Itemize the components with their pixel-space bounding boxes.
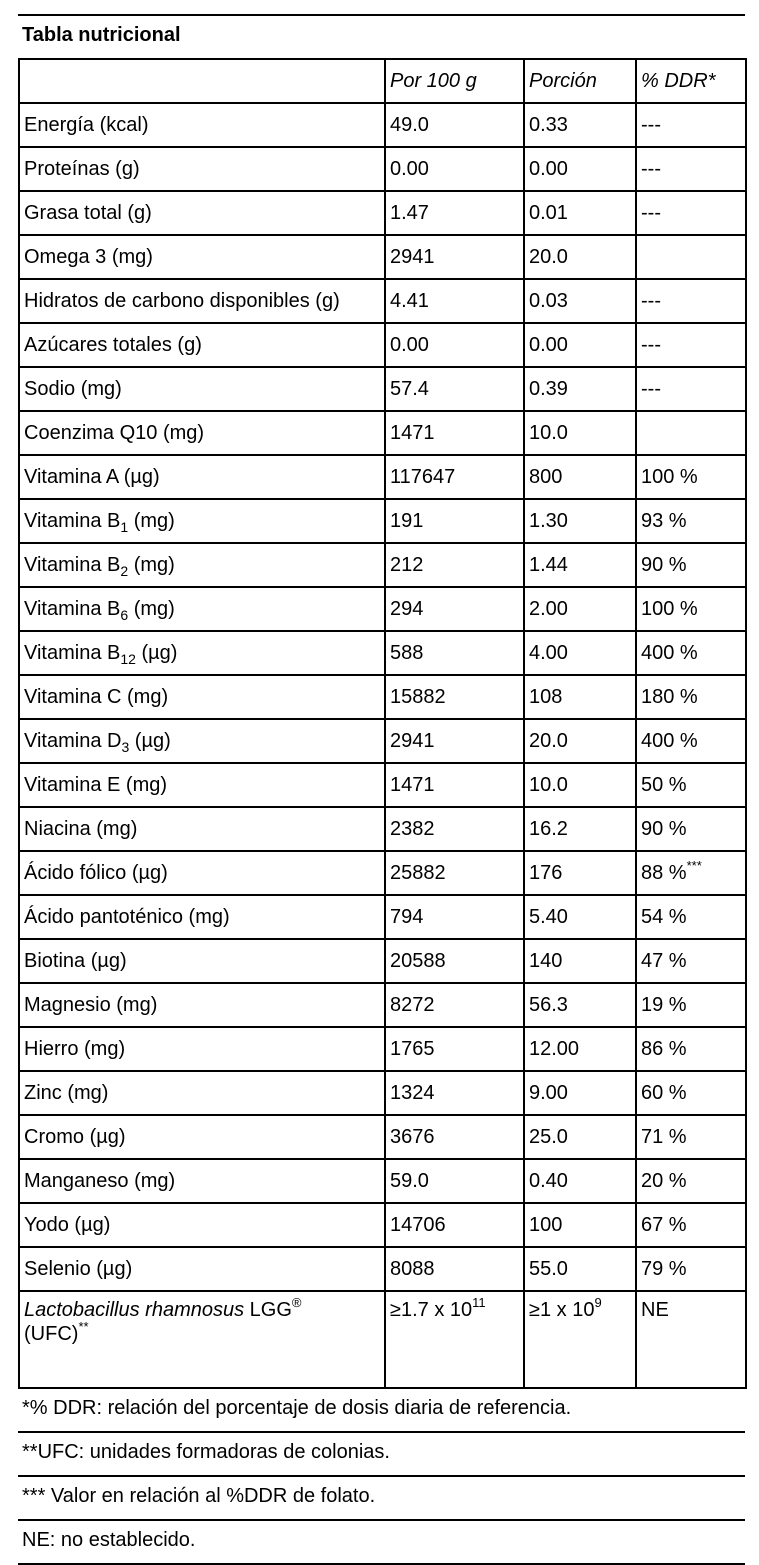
ddr-text: 86 %: [641, 1037, 687, 1060]
header-per-100g: Por 100 g: [385, 59, 524, 103]
value-ddr: [636, 103, 746, 147]
value-per-100g: 294: [385, 587, 524, 631]
value-ddr: [636, 631, 746, 675]
header-ddr: % DDR*: [636, 59, 746, 103]
nutrient-subscript: 6: [120, 606, 129, 623]
nutrient-name: [19, 1159, 385, 1203]
value-portion: 140: [524, 939, 636, 983]
nutrient-label: Zinc (mg): [24, 1081, 109, 1104]
table-row: [19, 499, 746, 543]
value-per-100g: [385, 1291, 524, 1388]
nutrient-name: [19, 631, 385, 675]
nutrient-label: Ácido fólico (µg): [24, 861, 168, 884]
nutrient-name: [19, 719, 385, 763]
value-ddr: [636, 895, 746, 939]
nutrient-label: Sodio (mg): [24, 377, 122, 400]
nutrient-name: [19, 675, 385, 719]
nutrient-label: Vitamina C (mg): [24, 685, 169, 708]
table-row: [19, 147, 746, 191]
registered-mark: ®: [291, 1295, 302, 1310]
probiotic-species: Lactobacillus rhamnosus: [24, 1299, 245, 1321]
value-portion: 4.00: [524, 631, 636, 675]
table-row: [19, 763, 746, 807]
nutrient-name: [19, 1291, 385, 1388]
value-ddr: [636, 235, 746, 279]
table-row: [19, 675, 746, 719]
value-ddr: [636, 763, 746, 807]
ddr-text: 50 %: [641, 773, 687, 796]
nutrient-label: Energía (kcal): [24, 113, 149, 136]
ddr-text: 79 %: [641, 1257, 687, 1280]
probiotic-strain: LGG: [244, 1299, 292, 1321]
ddr-text: 54 %: [641, 905, 687, 928]
nutrient-name: [19, 851, 385, 895]
table-row: [19, 191, 746, 235]
value-ddr: [636, 851, 746, 895]
footnote: NE: no establecido.: [18, 1521, 745, 1565]
nutrient-unit: (mg): [128, 553, 175, 576]
value-ddr: [636, 191, 746, 235]
value-portion: 20.0: [524, 235, 636, 279]
table-row: [19, 1115, 746, 1159]
value-per-100g: 588: [385, 631, 524, 675]
value-portion: 800: [524, 455, 636, 499]
ddr-text: ---: [641, 289, 661, 312]
value-portion: 0.01: [524, 191, 636, 235]
value-ddr: [636, 587, 746, 631]
table-row: [19, 543, 746, 587]
nutrient-subscript: 3: [121, 738, 130, 755]
value-per-100g: 2382: [385, 807, 524, 851]
ddr-text: ---: [641, 157, 661, 180]
table-row: [19, 719, 746, 763]
table-row: [19, 235, 746, 279]
value-per-100g: 117647: [385, 455, 524, 499]
value-ddr: [636, 367, 746, 411]
value-ddr: [636, 719, 746, 763]
table-row: [19, 939, 746, 983]
value-per-100g: 4.41: [385, 279, 524, 323]
value-per-100g: 8272: [385, 983, 524, 1027]
value-portion: 5.40: [524, 895, 636, 939]
footnote: **UFC: unidades formadoras de colonias.: [18, 1433, 745, 1477]
value-ddr: [636, 455, 746, 499]
ddr-text: 90 %: [641, 817, 687, 840]
value-ddr: [636, 147, 746, 191]
value-ddr: [636, 807, 746, 851]
nutrient-unit: (µg): [129, 729, 171, 752]
table-row: [19, 631, 746, 675]
nutrient-label: Proteínas (g): [24, 157, 140, 180]
value-portion: 16.2: [524, 807, 636, 851]
nutrient-label: Hierro (mg): [24, 1037, 126, 1060]
value-per-100g: 794: [385, 895, 524, 939]
footnote: *** Valor en relación al %DDR de folato.: [18, 1477, 745, 1521]
nutrient-name: [19, 455, 385, 499]
table-header-row: [19, 59, 746, 103]
unit-footnote-mark: **: [78, 1319, 89, 1334]
nutrient-name: [19, 939, 385, 983]
nutrient-label: Cromo (µg): [24, 1125, 126, 1148]
ddr-text: ---: [641, 113, 661, 136]
ddr-text: ---: [641, 377, 661, 400]
value-portion: 0.39: [524, 367, 636, 411]
ddr-text: 71 %: [641, 1125, 687, 1148]
value-exponent: 11: [472, 1295, 486, 1310]
value-per-100g: 191: [385, 499, 524, 543]
ddr-text: 93 %: [641, 509, 687, 532]
nutrient-label: Vitamina B: [24, 553, 121, 576]
ddr-text: 20 %: [641, 1169, 687, 1192]
value-portion: 2.00: [524, 587, 636, 631]
ddr-text: 100 %: [641, 597, 698, 620]
nutrient-name: [19, 1247, 385, 1291]
table-row: [19, 455, 746, 499]
value-per-100g: 3676: [385, 1115, 524, 1159]
nutrient-label: Manganeso (mg): [24, 1169, 176, 1192]
table-row: [19, 1247, 746, 1291]
ddr-text: 180 %: [641, 685, 698, 708]
ddr-text: 400 %: [641, 729, 698, 752]
table-row: [19, 807, 746, 851]
value-per-100g: 25882: [385, 851, 524, 895]
value-portion: 0.00: [524, 323, 636, 367]
value-per-100g: 57.4: [385, 367, 524, 411]
nutrient-name: [19, 191, 385, 235]
table-row: [19, 279, 746, 323]
value-ddr: [636, 1071, 746, 1115]
table-row: [19, 851, 746, 895]
value-portion: 1.30: [524, 499, 636, 543]
nutrient-label: Grasa total (g): [24, 201, 152, 224]
ddr-text: 47 %: [641, 949, 687, 972]
nutrient-label: Vitamina B: [24, 597, 121, 620]
value-portion: 108: [524, 675, 636, 719]
nutrient-unit: (µg): [135, 641, 178, 664]
value-portion: 55.0: [524, 1247, 636, 1291]
value-ddr: [636, 983, 746, 1027]
value-portion: 10.0: [524, 411, 636, 455]
nutrient-name: [19, 499, 385, 543]
nutrient-name: [19, 1071, 385, 1115]
nutrient-name: [19, 323, 385, 367]
nutrient-name: [19, 411, 385, 455]
value-per-100g: 212: [385, 543, 524, 587]
header-portion: Porción: [524, 59, 636, 103]
nutrient-label: Vitamina B: [24, 641, 121, 664]
ddr-text: 100 %: [641, 465, 698, 488]
table-row: [19, 411, 746, 455]
nutrient-subscript: 1: [120, 518, 129, 535]
value-per-100g: 1471: [385, 763, 524, 807]
nutrient-name: [19, 367, 385, 411]
nutrition-table: [18, 58, 747, 1389]
probiotic-unit: (UFC): [24, 1323, 79, 1345]
nutrient-name: [19, 1027, 385, 1071]
nutrient-name: [19, 147, 385, 191]
nutrient-name: [19, 279, 385, 323]
value-ddr: [636, 499, 746, 543]
value-ddr: [636, 279, 746, 323]
nutrient-subscript: 2: [120, 562, 129, 579]
nutrient-subscript: 12: [120, 650, 136, 667]
nutrient-name: [19, 103, 385, 147]
table-row-probiotic: [19, 1291, 746, 1388]
value-base: ≥1 x 10: [529, 1299, 595, 1321]
value-per-100g: 49.0: [385, 103, 524, 147]
nutrient-name: [19, 983, 385, 1027]
nutrient-label: Ácido pantoténico (mg): [24, 905, 230, 928]
value-per-100g: 1765: [385, 1027, 524, 1071]
value-ddr: [636, 1203, 746, 1247]
value-ddr: NE: [636, 1291, 746, 1388]
table-row: [19, 587, 746, 631]
ddr-footnote-mark: ***: [686, 857, 702, 873]
nutrient-label: Biotina (µg): [24, 949, 127, 972]
table-row: [19, 983, 746, 1027]
value-portion: 25.0: [524, 1115, 636, 1159]
nutrient-label: Coenzima Q10 (mg): [24, 421, 205, 444]
nutrient-name: [19, 235, 385, 279]
nutrient-label: Vitamina D: [24, 729, 122, 752]
nutrient-label: Vitamina A (µg): [24, 465, 160, 488]
value-portion: 100: [524, 1203, 636, 1247]
nutrient-name: [19, 763, 385, 807]
value-per-100g: 8088: [385, 1247, 524, 1291]
nutrient-label: Vitamina B: [24, 509, 121, 532]
value-per-100g: 2941: [385, 235, 524, 279]
table-row: [19, 1159, 746, 1203]
nutrient-name: [19, 587, 385, 631]
value-portion: 0.03: [524, 279, 636, 323]
value-per-100g: 20588: [385, 939, 524, 983]
footnotes: [18, 1389, 745, 1565]
table-row: [19, 1027, 746, 1071]
ddr-text: ---: [641, 333, 661, 356]
nutrient-label: Magnesio (mg): [24, 993, 158, 1016]
header-nutrient: [19, 59, 385, 103]
value-ddr: [636, 939, 746, 983]
value-per-100g: 1471: [385, 411, 524, 455]
value-ddr: [636, 1115, 746, 1159]
ddr-text: 88 %: [641, 861, 687, 884]
value-portion: 0.00: [524, 147, 636, 191]
value-portion: 176: [524, 851, 636, 895]
nutrition-table-document: [18, 14, 745, 1565]
value-ddr: [636, 1027, 746, 1071]
ddr-text: 67 %: [641, 1213, 687, 1236]
footnote: *% DDR: relación del porcentaje de dosis diaria de referencia.: [18, 1389, 745, 1433]
value-per-100g: 0.00: [385, 147, 524, 191]
nutrient-label: Omega 3 (mg): [24, 245, 153, 268]
ddr-text: 90 %: [641, 553, 687, 576]
ddr-text: ---: [641, 201, 661, 224]
value-per-100g: 14706: [385, 1203, 524, 1247]
nutrient-name: [19, 807, 385, 851]
table-row: [19, 367, 746, 411]
ddr-text: 400 %: [641, 641, 698, 664]
value-per-100g: 1.47: [385, 191, 524, 235]
value-ddr: [636, 543, 746, 587]
value-base: ≥1.7 x 10: [390, 1299, 473, 1321]
nutrient-label: Yodo (µg): [24, 1213, 111, 1236]
nutrient-name: [19, 1203, 385, 1247]
value-ddr: [636, 1159, 746, 1203]
nutrient-label: Selenio (µg): [24, 1257, 133, 1280]
table-row: [19, 1071, 746, 1115]
value-per-100g: 1324: [385, 1071, 524, 1115]
ddr-text: 60 %: [641, 1081, 687, 1104]
value-per-100g: 15882: [385, 675, 524, 719]
nutrient-label: Hidratos de carbono disponibles (g): [24, 289, 340, 312]
value-ddr: [636, 323, 746, 367]
table-row: [19, 1203, 746, 1247]
value-exponent: 9: [594, 1295, 602, 1310]
value-per-100g: 0.00: [385, 323, 524, 367]
nutrient-label: Azúcares totales (g): [24, 333, 202, 356]
table-row: [19, 103, 746, 147]
value-portion: 56.3: [524, 983, 636, 1027]
nutrient-unit: (mg): [128, 509, 175, 532]
value-portion: 12.00: [524, 1027, 636, 1071]
nutrient-name: [19, 895, 385, 939]
value-portion: 10.0: [524, 763, 636, 807]
table-row: [19, 323, 746, 367]
value-per-100g: 59.0: [385, 1159, 524, 1203]
nutrient-name: [19, 543, 385, 587]
value-portion: 1.44: [524, 543, 636, 587]
nutrient-name: [19, 1115, 385, 1159]
value-ddr: [636, 675, 746, 719]
ddr-text: 19 %: [641, 993, 687, 1016]
value-portion: 9.00: [524, 1071, 636, 1115]
nutrient-unit: (mg): [128, 597, 175, 620]
table-title: Tabla nutricional: [18, 14, 745, 58]
value-portion: 0.40: [524, 1159, 636, 1203]
value-portion: [524, 1291, 636, 1388]
table-row: [19, 895, 746, 939]
value-ddr: [636, 1247, 746, 1291]
nutrient-label: Vitamina E (mg): [24, 773, 168, 796]
value-portion: 0.33: [524, 103, 636, 147]
value-per-100g: 2941: [385, 719, 524, 763]
value-portion: 20.0: [524, 719, 636, 763]
value-ddr: [636, 411, 746, 455]
nutrient-label: Niacina (mg): [24, 817, 138, 840]
